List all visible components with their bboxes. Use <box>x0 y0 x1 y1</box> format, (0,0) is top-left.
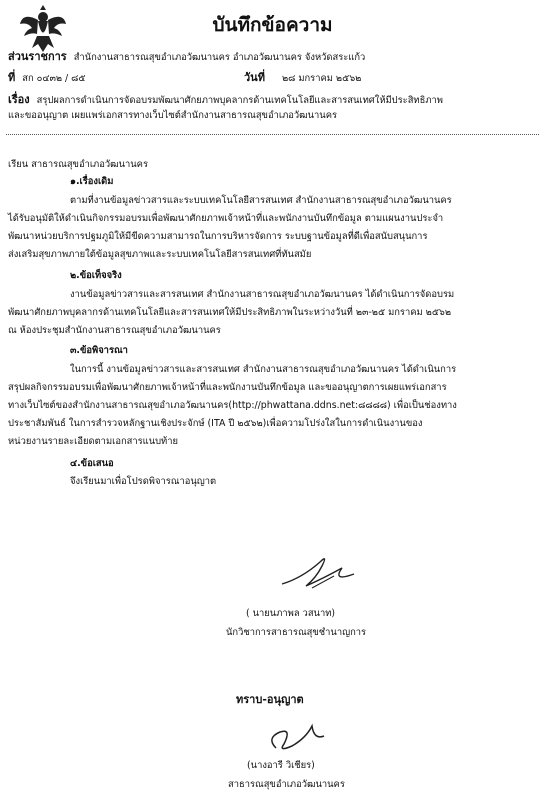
signer-position: นักวิชาการสาธารณสุขชำนาญการ <box>226 627 367 638</box>
header-divider <box>6 134 539 135</box>
memo-title: บันทึกข้อความ <box>212 14 333 36</box>
subject-line-1: สรุปผลการดำเนินการจัดอบรมพัฒนาศักยภาพบุคลากรด้านเทคโนโลยีและสารสนเทศให้มีประสิทธิภาพ <box>36 95 443 106</box>
signer-name: ( นายนภาพล วสนาท) <box>246 608 336 619</box>
approver-position: สาธารณสุขอำเภอวัฒนานคร <box>228 779 345 790</box>
subject-label: เรื่อง <box>8 93 30 106</box>
section-1-line-4: ส่งเสริมสุขภาพภายใต้ข้อมูลสุขภาพและระบบเทคโนโลยีสารสนเทศที่ทันสมัย <box>8 249 312 260</box>
date-value: ๒๘ มกราคม ๒๕๖๒ <box>281 73 362 84</box>
section-3-line-2: สรุปผลกิจกรรมอบรมเพื่อพัฒนาศักยภาพเจ้าหน้าที่และพนักงานบันทึกข้อมูล และขออนุญาตการเผยแพร่เอกสาร <box>8 382 447 393</box>
agency-value: สำนักงานสาธารณสุขอำเภอวัฒนานคร อำเภอวัฒนานคร จังหวัดสระแก้ว <box>73 52 366 63</box>
agency-row <box>8 50 365 64</box>
date-label: วันที่ <box>244 71 265 84</box>
section-2-line-2: พัฒนาศักยภาพบุคลากรด้านเทคโนโลยีและสารสนเทศให้มีประสิทธิภาพในระหว่างวันที่ ๒๓-๒๕ มกราคม ๒๕๖๒ <box>8 307 452 318</box>
approval-signature-icon <box>262 718 332 756</box>
section-3-line-1: ในการนี้ งานข้อมูลข่าวสารและสารสนเทศ สำนักงานสาธารณสุขอำเภอวัฒนานคร ได้ดำเนินการ <box>70 364 457 375</box>
section-3-line-5: หน่วยงานรายละเอียดตามเอกสารแนบท้าย <box>8 436 178 447</box>
section-4-line-1: จึงเรียนมาเพื่อโปรดพิจารณาอนุญาต <box>70 476 217 487</box>
section-1-line-3: พัฒนาหน่วยบริการปฐมภูมิให้มีขีดความสามารถในการบริหารจัดการ ระบบฐานข้อมูลที่ดีเพื่อสนับสนุนการ <box>8 231 428 242</box>
subject-row <box>8 93 443 107</box>
section-3-heading: ๓.ข้อพิจารณา <box>70 345 128 356</box>
signature-scribble-icon <box>272 548 362 592</box>
approver-name: (นางอารี วิเชียร) <box>247 760 315 771</box>
section-2-line-1: งานข้อมูลข่าวสารและสารสนเทศ สำนักงานสาธารณสุขอำเภอวัฒนานคร ได้ดำเนินการจัดอบรม <box>70 289 455 300</box>
ref-label: ที่ <box>8 71 16 84</box>
section-1-line-2: ได้รับอนุมัติให้ดำเนินกิจกรรมอบรมเพื่อพัฒนาศักยภาพเจ้าหน้าที่และพนักงานบันทึกข้อมูล ตามแผนงานประจำ <box>8 213 444 224</box>
section-2-line-3: ณ ห้องประชุมสำนักงานสาธารณสุขอำเภอวัฒนานคร <box>8 325 221 336</box>
section-3-line-3: ทางเว็บไซต์ของสำนักงานสาธารณสุขอำเภอวัฒนานคร(http://phwattana.ddns.net:๘๘๘๘) เพื่อเป็นช่องทาง <box>8 400 457 411</box>
ref-value: สก ๐๔๓๒ / ๘๕ <box>22 73 86 84</box>
approval-label: ทราบ-อนุญาต <box>236 693 304 706</box>
section-1-heading: ๑.เรื่องเดิม <box>70 176 114 187</box>
agency-label: ส่วนราชการ <box>8 50 67 63</box>
section-4-heading: ๔.ข้อเสนอ <box>70 458 114 469</box>
salutation: เรียน สาธารณสุขอำเภอวัฒนานคร <box>8 159 148 170</box>
ref-row <box>8 71 85 85</box>
subject-line-2: และขออนุญาต เผยแพร่เอกสารทางเว็บไซต์สำนักงานสาธารณสุขอำเภอวัฒนานคร <box>8 110 337 121</box>
section-3-line-4: ประชาสัมพันธ์ ในการสำรวจหลักฐานเชิงประจักษ์ (ITA ปี ๒๕๖๒)เพื่อความโปร่งใสในการดำเนินงานของ <box>8 418 423 429</box>
date-row <box>244 71 361 85</box>
section-1-line-1: ตามที่งานข้อมูลข่าวสารและระบบเทคโนโลยีสารสนเทศ สำนักงานสาธารณสุขอำเภอวัฒนานคร <box>70 195 452 206</box>
section-2-heading: ๒.ข้อเท็จจริง <box>70 270 122 281</box>
